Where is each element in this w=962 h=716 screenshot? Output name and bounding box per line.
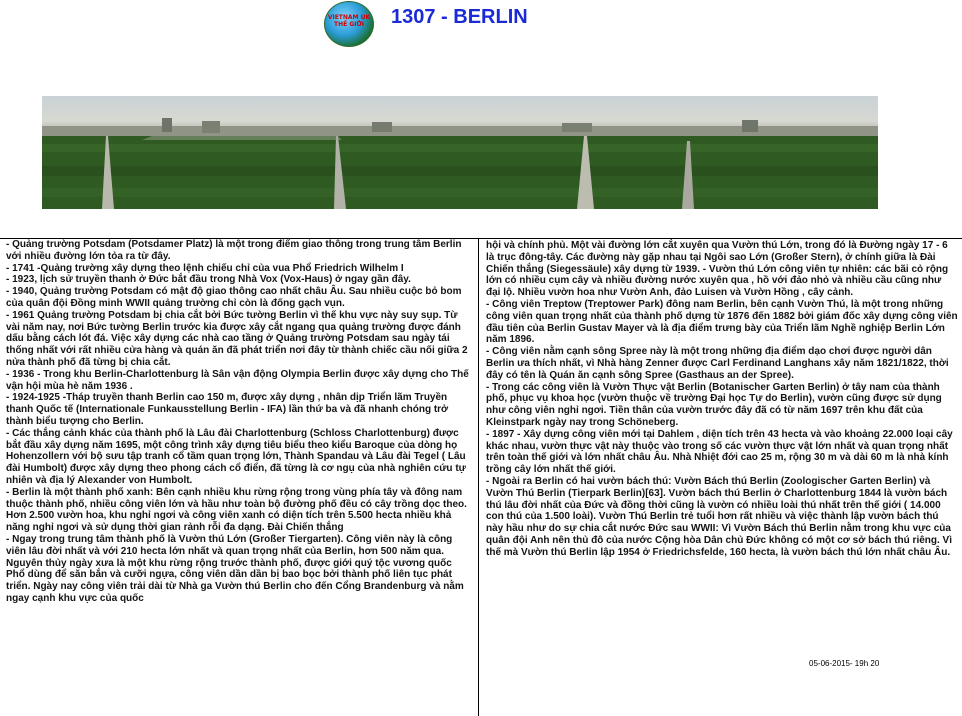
timestamp: 05-06-2015- 19h 20 [809,659,880,668]
paragraph: - Công viên Treptow (Treptower Park) đông nam Berlin, bên cạnh Vườn Thú, là một trong những công viên quan trọng nhất của thành phố dựng từ 1876 đến 1882 bởi giám đốc xây dựng công viên đầu tiên của Berlin Gustav Mayer và là địa điểm trưng bày của Triển lãm Nghề nghiệp Berlin Lớn năm 1896. [486,298,958,346]
paragraph: - Berlin là một thành phố xanh: Bên cạnh nhiều khu rừng rộng trong vùng phía tây và đông nam thuộc thành phố, nhiều công viên lớn và hầu như toàn bộ đường phố đều có cây trồng dọc theo. Hơn 2.500 vườn hoa, khu nghỉ ngơi và công viên xanh có diện tích trên 5.500 hecta nhiều khả năng nghỉ ngơi và sử dụng thời gian rảnh rỗi đa dạng. Đài Chiến thắng [6,486,467,534]
paragraph: - Trong các công viên là Vườn Thực vật Berlin (Botanischer Garten Berlin) ở tây nam của thành phố, phục vụ khoa học (vườn thuộc về trường Đại học Tự do Berlin), vườn cũng được sử dụng như công viên nghỉ ngơi. Tiền thân của vườn trước đây đã có từ năm 1697 trên khu đất của Kleinstpark ngày nay trong Schöneberg. [486,381,942,428]
paragraph: - Ngay trong trung tâm thành phố là Vườn thú Lớn (Großer Tiergarten). Công viên này là công viên lâu đời nhất và với 210 hecta lớn nhất và quan trọng nhất của Berlin, hơn 500 năm qua. Nguyên thủy ngày xưa là một khu rừng rộng trước thành phố, được giới quý tộc vương quốc Phổ dùng để săn bắn và cưỡi ngựa, công viên dần dần bị bao bọc bởi thành phố liên tục phát triển. Ngày nay công viên trải dài từ Nhà ga Vườn thú Berlin cho đến Cổng Brandenburg và nằm ngay cạnh khu vực của quốc [6,533,464,604]
paragraph: - 1897 - Xây dựng công viên mới tại Dahlem , diện tích trên 43 hecta và vào khoảng 22.000 loại cây khác nhau, vườn thực vật này thuộc vào trong số các vườn thực vật lớn nhất và quan trọng nhất trên toàn thế giới và lớn nhất châu Âu. Nhà Nhiệt đới cao 25 m, rộng 30 m và dài 60 m là nhà kính trồng cây lớn nhất thế giới. [486,428,953,476]
paragraph: - 1741 -Quảng trường xây dựng theo lệnh chiếu chỉ của vua Phổ Friedrich Wilhelm I [6,262,404,274]
paragraph: - Công viên nằm cạnh sông Spree này là một trong những địa điểm dạo chơi được người dân Berlin ưa thích nhất, vì Nhà hàng Zenner được Carl Ferdinand Langhans xây năm 1821/1822, thời đây có tên là Quán ăn cạnh sông Spree (Gasthaus an der Spree). [486,346,949,381]
left-text-column [6,239,471,605]
paragraph: hội và chính phủ. Một vài đường lớn cắt xuyên qua Vườn thú Lớn, trong đó là Đường ngày 17 - 6 là trục đông-tây. Các đường này gặp nhau tại Ngôi sao Lớn (Großer Stern), ở chính giữa là Đài Chiến thắng (Siegessäule) xây dựng từ 1939. - Vườn thú Lớn công viên tự nhiên: các bãi cỏ rộng lớn có nhiều cụm cây và nhiều đường nước xuyên qua , hồ với đảo nhỏ và nhiều cầu cũng như đại lộ. Nhiều vườn hoa như Vườn Anh, đảo Luisen và Vườn Hồng , cây cảnh. [486,240,949,299]
globe-logo-icon [324,1,374,47]
right-text-column [486,240,958,559]
paragraph: - Ngoài ra Berlin có hai vườn bách thú: Vườn Bách thú Berlin (Zoologischer Garten Berlin) và Vườn Thú Berlin (Tierpark Berlin)[63]. Vườn bách thú Berlin ở Charlottenburg 1844 là vườn bách thú lâu đời nhất của Đức và đồng thời cũng là vườn có nhiều loài thú nhất trên thế giới ( 14.000 con thú của 1.500 loài). Vườn Thú Berlin trẻ tuổi hơn rất nhiều và việc thành lập vườn bách thú này hầu như do sự chia cắt nước Đức sau WWII: Vì Vườn Bách thú Berlin nằm trong khu vực của quân đội Anh nên thủ đô của nước Cộng hòa Dân chủ Đức không có một cơ sở bách thú riêng. Vì thế mà Vườn thú Berlin lập 1954 ở Friedrichsfelde, 160 hecta, là vườn bách thú lớn nhất châu Âu. [486,475,953,558]
paragraph: - 1936 - Trong khu Berlin-Charlottenburg là Sân vận động Olympia Berlin được xây dựng cho Thế vận hội mùa hè năm 1936 . [6,368,469,392]
paragraph: - Quảng trường Potsdam (Potsdamer Platz) là một trong điểm giao thông trong trung tâm Berlin với nhiều đường lớn tỏa ra từ đây. [6,239,462,262]
logo-text: VIETNAM UK THẾ GIỚI [327,14,371,28]
paragraph: - 1961 Quảng trường Potsdam bị chia cắt bởi Bức tường Berlin vì thế khu vực này suy sụp. Từ vài năm nay, nơi Bức tường Berlin trước kia được xây cắt ngang qua quảng trường được đánh dấu bằng cách lót đá. Việc xây dựng các nhà cao tầng ở Quảng trường Potsdam sau ngày tái thống nhất với rất nhiều cửa hàng và quán ăn đã phát triển nơi đây từ thành chiếc cầu nối giữa 2 nửa thành phố đã từng bị chia cắt. [6,309,468,368]
paragraph: - Các thắng cảnh khác của thành phố là Lâu đài Charlottenburg (Schloss Charlottenburg) được bắt đầu xây dựng năm 1695, một công trình xây dựng tiêu biểu theo kiểu Baroque của dòng họ Hohenzollern với bộ sưu tập tranh cổ tầm quan trọng lớn, Thành Spandau và Lâu đài Tegel ( Lâu đài Humbolt) được xây dựng theo phong cách cổ điển, đã từng là cơ ngụ của nhà nghiên cứu tự nhiên và địa lý Alexander von Humbolt. [6,427,466,486]
page-title: 1307 - BERLIN [391,6,528,28]
paragraph: - 1923, lịch sử truyền thanh ở Đức bắt đầu trong Nhà Vox (Vox-Haus) ở ngay gần đây. [6,274,411,286]
berlin-panorama-photo [42,96,878,209]
column-divider [478,238,479,716]
paragraph: - 1924-1925 -Tháp truyền thanh Berlin cao 150 m, được xây dựng , nhân dịp Triển lãm Truyền thanh Quốc tế (Internationale Funkausstellung Berlin - IFA) lần thứ ba và đã nhanh chóng trở thành biểu tượng cho Berlin. [6,392,449,427]
paragraph: - 1940, Quảng trường Potsdam có mật độ giao thông cao nhất châu Âu. Sau nhiều cuộc bỏ bom của quân đội Đồng minh WWII quảng trường chỉ còn là đống gạch vụn. [6,286,462,309]
